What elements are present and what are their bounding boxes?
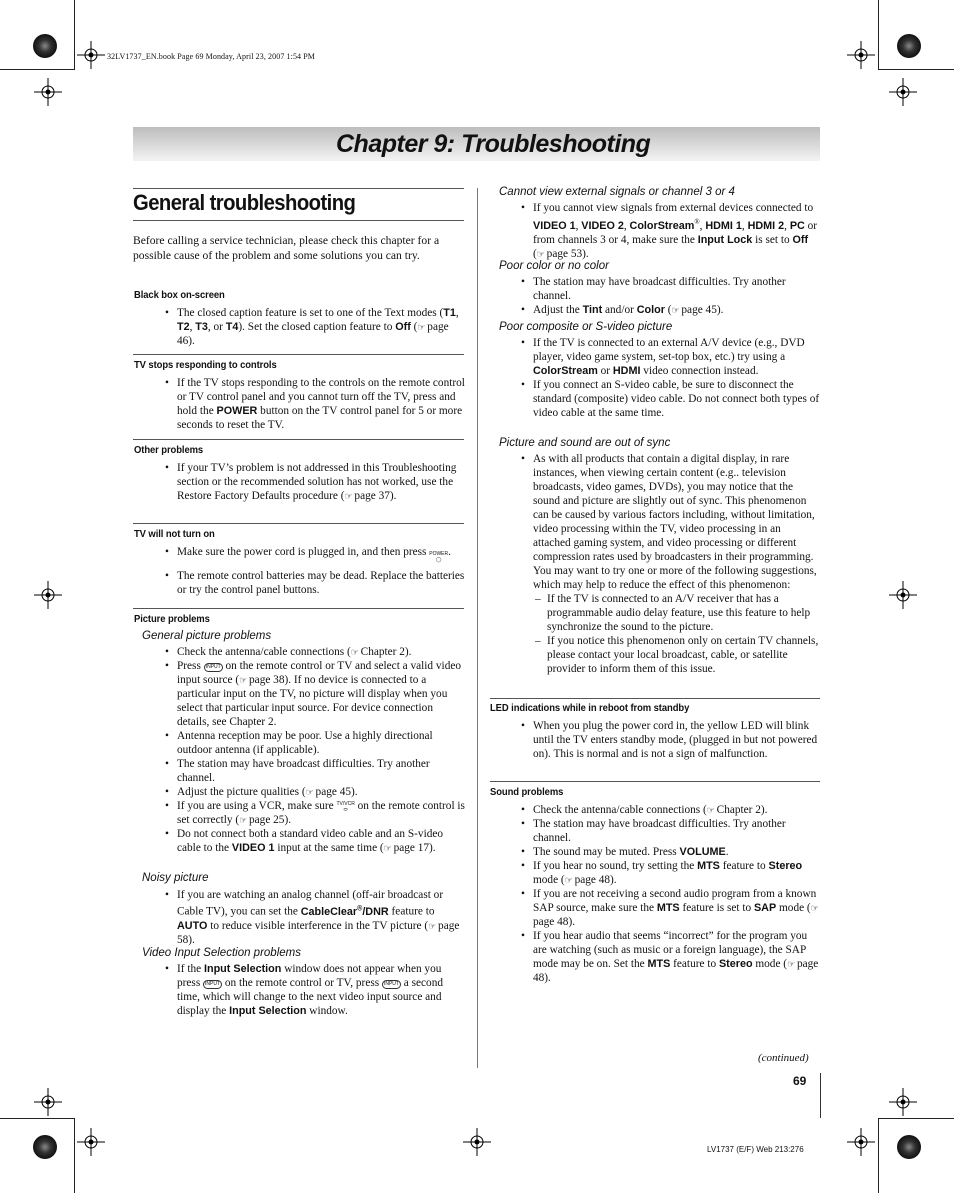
subheading-poor-color: Poor color or no color <box>499 260 609 272</box>
list-item: • If the TV is connected to an external A/V device (e.g., DVD player, video game system, set-top box, etc.) try using a ColorStream or HDMI video connection instead. <box>519 336 820 378</box>
heading-sound: Sound problems <box>490 786 564 798</box>
reference-hand-icon: ☞ <box>810 903 818 913</box>
list-item: – If you notice this phenomenon only on certain TV channels, please contact your local broadcast, cable, or satellite provider to inform them of this issue. <box>533 634 820 676</box>
tv-vcr-button-icon: TV/VCR ⬭ <box>336 801 355 813</box>
reference-hand-icon: ☞ <box>417 322 425 332</box>
video-input-list <box>163 962 465 1018</box>
reference-hand-icon: ☞ <box>305 787 313 797</box>
list-item: – If the TV is connected to an A/V receiver that has a programmable audio delay feature, use this feature to help synchronize the sound to the picture. <box>533 592 820 634</box>
registration-mark <box>77 41 105 69</box>
led-list <box>519 719 820 761</box>
list-item: • The station may have broadcast difficulties. Try another channel. <box>519 817 820 845</box>
reference-hand-icon: ☞ <box>239 815 247 825</box>
list-item: • As with all products that contain a digital display, in rare instances, when viewing certain content (e.g.. television broadcasts, video games, DVDs), you may notice that the sound and picture are slightly out of sync. This phenomenon can be caused by various factors including, without limitation, video processing within the TV, video processing in an attached gaming system, and video processing or different compression rates used by broadcasters in their programming. You may want to try one or more of the following suggestions, which may help to reduce the effect of this phenomenon: – If the TV is connected to an A/V receiver that has a programmable audio delay feature, use this feature to help synchronize the sound to the picture. – If you notice this phenomenon only on certain TV channels, please contact your local broadcast, cable, or satellite provider to inform them of this issue. <box>519 452 820 676</box>
input-button-icon: INPUT <box>205 664 221 670</box>
list-item: • The station may have broadcast difficulties. Try another channel. <box>163 757 465 785</box>
subheading-noisy-picture: Noisy picture <box>142 872 209 884</box>
list-item: • Antenna reception may be poor. Use a highly directional outdoor antenna (if applicable). <box>163 729 465 757</box>
cannot-view-list <box>519 201 820 261</box>
color-rosette <box>33 34 57 58</box>
reference-hand-icon: ☞ <box>350 647 358 657</box>
subheading-sync: Picture and sound are out of sync <box>499 437 671 449</box>
input-button-icon: INPUT <box>205 981 221 987</box>
list-item: • If you are watching an analog channel (off-air broadcast or Cable TV), you can set the CableClear®/DNR feature to AUTO to reduce visible interference in the TV picture (☞ page 58). <box>163 888 465 947</box>
list-item: • If you cannot view signals from external devices connected to VIDEO 1, VIDEO 2, ColorStream®, HDMI 1, HDMI 2, PC or from channels 3 or 4, make sure the Input Lock is set to Off (☞ page 53). <box>519 201 820 261</box>
registration-mark <box>463 1128 491 1156</box>
list-item: • Adjust the Tint and/or Color (☞ page 45). <box>519 303 820 317</box>
list-item: • The closed caption feature is set to one of the Text modes (T1, T2, T3, or T4). Set the closed caption feature to Off (☞ page 46). <box>163 306 465 348</box>
list-item: • Check the antenna/cable connections (☞ Chapter 2). <box>519 803 820 817</box>
color-rosette <box>33 1135 57 1159</box>
heading-tv-will-not-turn-on: TV will not turn on <box>134 528 215 540</box>
continued-note: (continued) <box>758 1052 809 1064</box>
list-item: • When you plug the power cord in, the yellow LED will blink until the TV enters standby mode, (plugged in but not powered on). This is normal and is not a sign of malfunction. <box>519 719 820 761</box>
registration-mark <box>34 1088 62 1116</box>
list-item: • Adjust the picture qualities (☞ page 45). <box>163 785 465 799</box>
other-problems-list <box>163 461 465 503</box>
input-button-icon: INPUT <box>383 981 399 987</box>
reference-hand-icon: ☞ <box>428 920 436 931</box>
heading-led: LED indications while in reboot from standby <box>490 702 690 714</box>
sync-suggestions <box>533 592 820 676</box>
color-rosette <box>897 1135 921 1159</box>
footer-code: LV1737 (E/F) Web 213:276 <box>707 1145 804 1154</box>
black-box-list <box>163 306 465 348</box>
list-item: • If you are not receiving a second audio program from a known SAP source, make sure the MTS feature is set to SAP mode (☞ page 48). <box>519 887 820 929</box>
chapter-title: Chapter 9: Troubleshooting <box>336 130 651 158</box>
heading-tv-stops: TV stops responding to controls <box>134 359 277 371</box>
heading-picture-problems: Picture problems <box>134 613 210 625</box>
list-item: • Check the antenna/cable connections (☞ Chapter 2). <box>163 645 465 659</box>
list-item: • The station may have broadcast difficulties. Try another channel. <box>519 275 820 303</box>
reference-hand-icon: ☞ <box>671 305 679 315</box>
list-item: • If the Input Selection window does not appear when you press INPUT on the remote control or TV, press INPUT a second time, which will change to the next video input source and display the Input Selection window. <box>163 962 465 1018</box>
section-title: General troubleshooting <box>133 190 356 215</box>
poor-composite-list <box>519 336 820 420</box>
reference-hand-icon: ☞ <box>344 491 352 501</box>
registration-mark <box>889 581 917 609</box>
list-item: • If your TV’s problem is not addressed in this Troubleshooting section or the recommended solution has not worked, use the Restore Factory Defaults procedure (☞ page 37). <box>163 461 465 503</box>
list-item: • If the TV stops responding to the controls on the remote control or TV control panel and you cannot turn off the TV, press and hold the POWER button on the TV control panel for 5 or more seconds to reset the TV. <box>163 376 465 432</box>
list-item: • If you hear audio that seems “incorrect” for the program you are watching (such as music or a foreign language), the SAP mode may be on. Set the MTS feature to Stereo mode (☞ page 48). <box>519 929 820 985</box>
subheading-general-picture: General picture problems <box>142 630 272 642</box>
subheading-video-input: Video Input Selection problems <box>142 947 301 959</box>
subheading-cannot-view: Cannot view external signals or channel 3 or 4 <box>499 186 735 198</box>
registration-mark <box>847 1128 875 1156</box>
registration-mark <box>34 581 62 609</box>
list-item: • Make sure the power cord is plugged in, and then press POWER ◯. <box>163 545 465 563</box>
noisy-picture-list <box>163 888 465 947</box>
reference-hand-icon: ☞ <box>536 248 544 259</box>
heading-other-problems: Other problems <box>134 444 204 456</box>
sync-list <box>519 452 820 676</box>
reference-hand-icon: ☞ <box>787 959 795 969</box>
heading-black-box: Black box on-screen <box>134 289 225 301</box>
registration-mark <box>889 1088 917 1116</box>
reference-hand-icon: ☞ <box>239 675 247 685</box>
subheading-poor-composite: Poor composite or S-video picture <box>499 321 673 333</box>
registration-mark <box>889 78 917 106</box>
file-info-header: 32LV1737_EN.book Page 69 Monday, April 23, 2007 1:54 PM <box>107 52 316 61</box>
list-item: • If you are using a VCR, make sure TV/VCR ⬭ on the remote control is set correctly (☞ page 25). <box>163 799 465 827</box>
power-button-icon: POWER ◯ <box>429 551 449 563</box>
list-item: • Do not connect both a standard video cable and an S-video cable to the VIDEO 1 input at the same time (☞ page 17). <box>163 827 465 855</box>
page-number: 69 <box>793 1074 807 1088</box>
list-item: • If you hear no sound, try setting the MTS feature to Stereo mode (☞ page 48). <box>519 859 820 887</box>
reference-hand-icon: ☞ <box>564 875 572 885</box>
column-divider <box>477 188 478 1068</box>
intro-paragraph: Before calling a service technician, please check this chapter for a possible cause of the problem and some solutions you can try. <box>133 234 440 262</box>
registration-mark <box>34 78 62 106</box>
registration-mark <box>847 41 875 69</box>
tv-stops-list <box>163 376 465 432</box>
list-item: • Press INPUT on the remote control or TV and select a valid video input source (☞ page 38). If no device is connected to a particular input on the TV, no picture will display when you select that particular input source. For device connection details, see Chapter 2. <box>163 659 465 729</box>
registration-mark <box>77 1128 105 1156</box>
poor-color-list <box>519 275 820 317</box>
list-item: • The remote control batteries may be dead. Replace the batteries or try the control panel buttons. <box>163 569 465 597</box>
general-picture-list <box>163 645 465 855</box>
list-item: • If you connect an S-video cable, be sure to disconnect the standard (composite) video cable. Do not connect both types of video cable at the same time. <box>519 378 820 420</box>
reference-hand-icon: ☞ <box>706 805 714 815</box>
sound-list <box>519 803 820 985</box>
list-item: • The sound may be muted. Press VOLUME. <box>519 845 820 859</box>
turn-on-list <box>163 545 465 597</box>
color-rosette <box>897 34 921 58</box>
reference-hand-icon: ☞ <box>383 843 391 853</box>
page-number-rule <box>820 1073 821 1118</box>
